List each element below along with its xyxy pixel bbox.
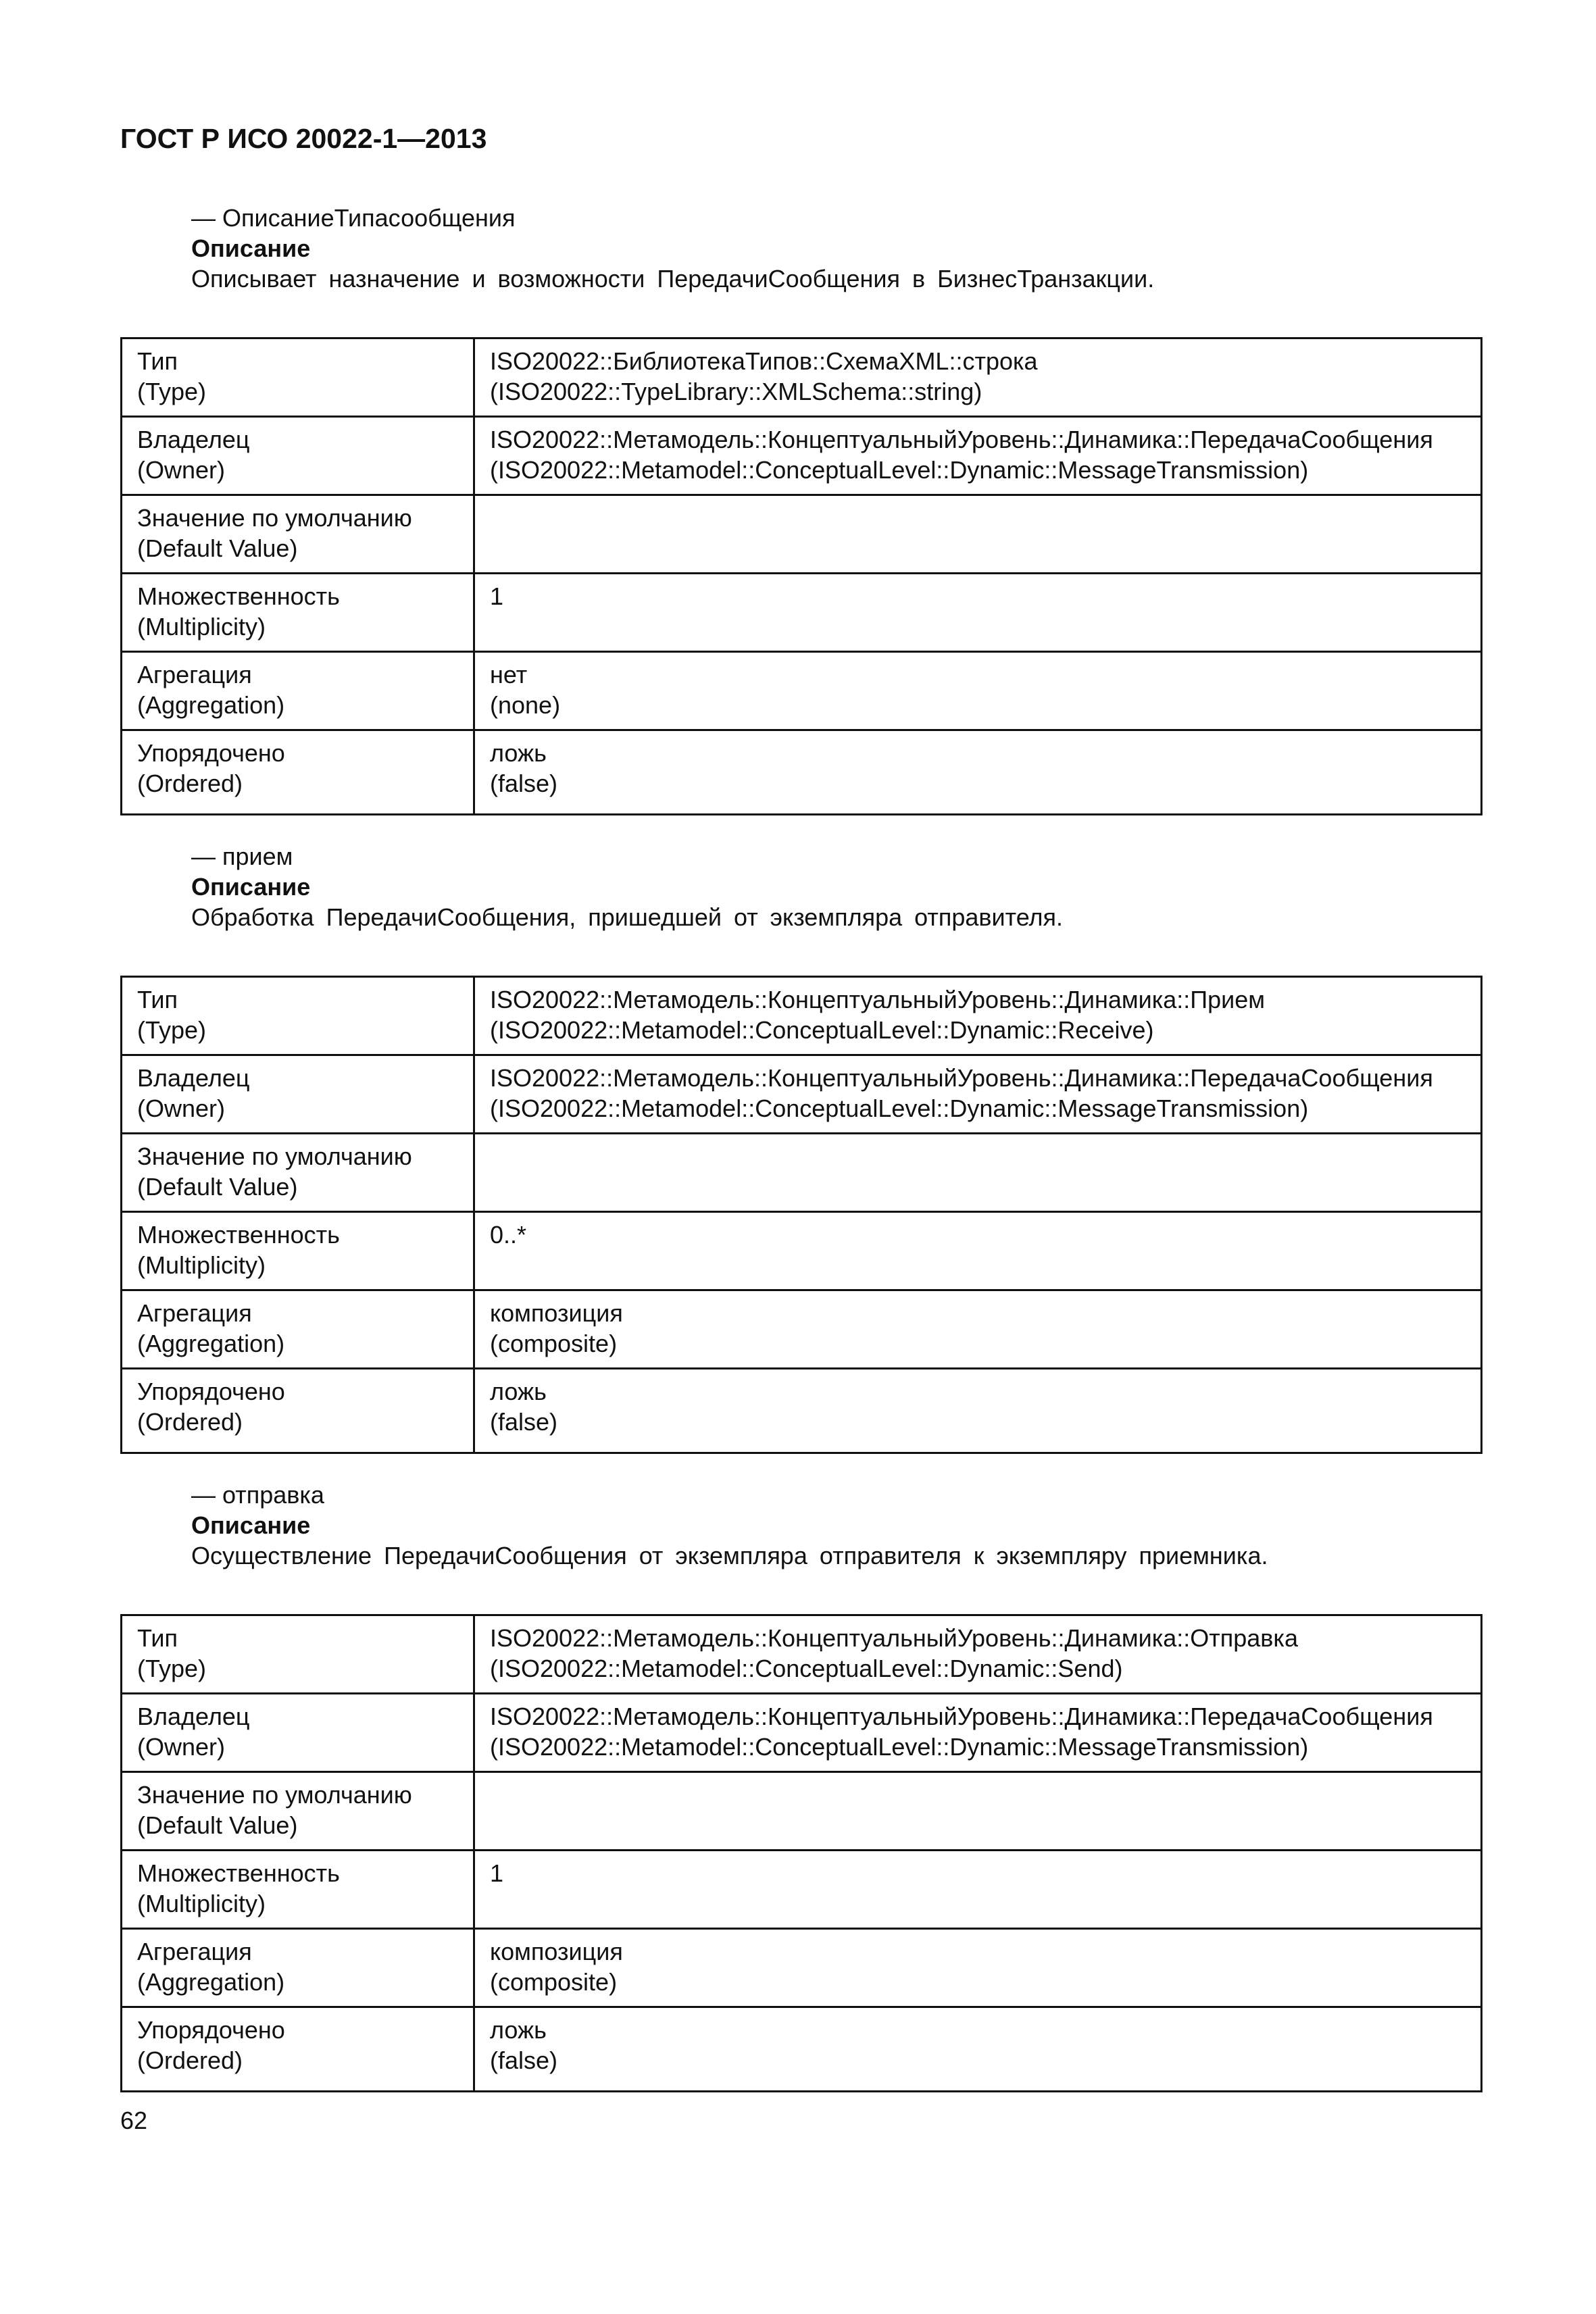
property-name-ru: Значение по умолчанию (137, 1781, 412, 1809)
property-name-ru: Тип (137, 1624, 178, 1652)
property-name-en: (Owner) (137, 1733, 226, 1761)
property-name-en: (Type) (137, 1016, 207, 1044)
property-name-ru: Тип (137, 347, 178, 375)
property-name-cell (122, 338, 474, 417)
property-name-cell (122, 1134, 474, 1212)
table-row (122, 1290, 1482, 1369)
property-name-en: (Default Value) (137, 534, 298, 562)
property-name-en: (Ordered) (137, 1408, 243, 1436)
property-name-ru: Тип (137, 986, 178, 1013)
section-message-type-description (120, 203, 1482, 815)
property-name-cell (122, 1851, 474, 1929)
property-name-cell (122, 730, 474, 815)
property-name-en: (Owner) (137, 1095, 226, 1122)
property-value-ru: ISO20022::Метамодель::КонцептуальныйУровень::Динамика::Отправка (490, 1624, 1298, 1652)
property-name-ru: Владелец (137, 426, 250, 453)
section-title: — отправка (191, 1481, 324, 1509)
property-value-ru: ISO20022::Метамодель::КонцептуальныйУровень::Динамика::Прием (490, 986, 1266, 1013)
property-value-ru: 0..* (490, 1221, 527, 1249)
table-row (122, 1055, 1482, 1134)
table-row (122, 977, 1482, 1055)
property-name-ru: Агрегация (137, 1299, 252, 1327)
property-name-ru: Множественность (137, 582, 340, 610)
property-value-cell (474, 1615, 1482, 1694)
property-name-cell (122, 417, 474, 495)
section-intro (191, 1480, 1482, 1571)
section-intro (191, 841, 1482, 932)
property-name-cell (122, 1369, 474, 1453)
property-value-en: (ISO20022::TypeLibrary::XMLSchema::string) (490, 378, 982, 405)
property-name-en: (Default Value) (137, 1811, 298, 1839)
property-value-en: (none) (490, 691, 561, 719)
property-name-ru: Значение по умолчанию (137, 1142, 412, 1170)
section-send (120, 1480, 1482, 2092)
property-name-cell (122, 1055, 474, 1134)
property-name-en: (Multiplicity) (137, 1251, 266, 1279)
section-label: Описание (191, 234, 311, 262)
properties-table (120, 976, 1482, 1454)
property-value-cell (474, 1929, 1482, 2007)
property-value-ru: ложь (490, 2016, 547, 2044)
property-value-cell (474, 1369, 1482, 1453)
property-name-cell (122, 1929, 474, 2007)
property-name-en: (Default Value) (137, 1173, 298, 1201)
property-value-ru: нет (490, 661, 528, 688)
property-value-ru: ложь (490, 1378, 547, 1405)
property-name-ru: Агрегация (137, 1938, 252, 1965)
property-name-en: (Ordered) (137, 770, 243, 797)
property-name-cell (122, 1290, 474, 1369)
property-value-en: (ISO20022::Metamodel::ConceptualLevel::Dynamic::MessageTransmission) (490, 1733, 1309, 1761)
property-value-cell (474, 1772, 1482, 1851)
table-row (122, 1134, 1482, 1212)
property-value-ru: ISO20022::Метамодель::КонцептуальныйУровень::Динамика::ПередачаСообщения (490, 1703, 1433, 1730)
table-row (122, 1615, 1482, 1694)
property-value-ru: ISO20022::Метамодель::КонцептуальныйУровень::Динамика::ПередачаСообщения (490, 1064, 1433, 1092)
property-value-en: (composite) (490, 1330, 618, 1357)
table-row (122, 1772, 1482, 1851)
property-value-cell (474, 1290, 1482, 1369)
table-row (122, 417, 1482, 495)
property-value-en: (ISO20022::Metamodel::ConceptualLevel::Dynamic::Receive) (490, 1016, 1154, 1044)
property-value-cell (474, 652, 1482, 730)
table-row (122, 1851, 1482, 1929)
property-value-en: (false) (490, 1408, 558, 1436)
section-description: Осуществление ПередачиСообщения от экземпляра отправителя к экземпляру приемника. (191, 1542, 1268, 1569)
section-description: Обработка ПередачиСообщения, пришедшей от экземпляра отправителя. (191, 903, 1064, 931)
section-receive (120, 841, 1482, 1454)
table-row (122, 652, 1482, 730)
property-value-cell (474, 1212, 1482, 1290)
property-name-cell (122, 1772, 474, 1851)
property-name-en: (Aggregation) (137, 1968, 285, 1996)
property-name-cell (122, 1212, 474, 1290)
property-name-ru: Упорядочено (137, 2016, 285, 2044)
table-row (122, 2007, 1482, 2092)
property-name-ru: Владелец (137, 1064, 250, 1092)
property-name-ru: Значение по умолчанию (137, 504, 412, 532)
table-row (122, 730, 1482, 815)
property-value-ru: композиция (490, 1299, 623, 1327)
property-value-cell (474, 574, 1482, 652)
property-value-cell (474, 977, 1482, 1055)
property-value-ru: 1 (490, 582, 504, 610)
property-name-en: (Multiplicity) (137, 613, 266, 640)
property-value-ru: 1 (490, 1859, 504, 1887)
section-description: Описывает назначение и возможности ПередачиСообщения в БизнесТранзакции. (191, 265, 1155, 293)
table-row (122, 574, 1482, 652)
property-value-ru: ISO20022::Метамодель::КонцептуальныйУровень::Динамика::ПередачаСообщения (490, 426, 1433, 453)
property-value-ru: композиция (490, 1938, 623, 1965)
property-value-cell (474, 1134, 1482, 1212)
property-name-en: (Type) (137, 378, 207, 405)
property-value-cell (474, 1694, 1482, 1772)
property-name-ru: Упорядочено (137, 1378, 285, 1405)
property-name-cell (122, 977, 474, 1055)
property-name-ru: Владелец (137, 1703, 250, 1730)
property-name-ru: Множественность (137, 1221, 340, 1249)
table-row (122, 1929, 1482, 2007)
property-name-en: (Aggregation) (137, 691, 285, 719)
properties-table (120, 1614, 1482, 2092)
table-row (122, 338, 1482, 417)
property-value-en: (ISO20022::Metamodel::ConceptualLevel::Dynamic::Send) (490, 1655, 1123, 1682)
table-row (122, 1212, 1482, 1290)
property-value-en: (false) (490, 770, 558, 797)
property-value-en: (ISO20022::Metamodel::ConceptualLevel::Dynamic::MessageTransmission) (490, 1095, 1309, 1122)
property-name-ru: Множественность (137, 1859, 340, 1887)
property-value-cell (474, 417, 1482, 495)
property-value-cell (474, 495, 1482, 574)
property-name-cell (122, 1694, 474, 1772)
section-label: Описание (191, 1511, 311, 1539)
property-value-ru: ложь (490, 739, 547, 767)
property-value-en: (composite) (490, 1968, 618, 1996)
section-title: — прием (191, 842, 293, 870)
section-intro (191, 203, 1482, 294)
table-row (122, 495, 1482, 574)
property-value-cell (474, 2007, 1482, 2092)
property-name-en: (Ordered) (137, 2046, 243, 2074)
document-header: ГОСТ Р ИСО 20022-1—2013 (120, 123, 487, 154)
property-value-cell (474, 1055, 1482, 1134)
property-name-cell (122, 1615, 474, 1694)
property-name-cell (122, 652, 474, 730)
property-value-cell (474, 338, 1482, 417)
property-name-cell (122, 574, 474, 652)
property-name-en: (Type) (137, 1655, 207, 1682)
property-value-cell (474, 730, 1482, 815)
section-title: — ОписаниеТипасообщения (191, 204, 516, 232)
page-number: 62 (120, 2107, 148, 2134)
property-value-ru: ISO20022::БиблиотекаТипов::СхемаXML::строка (490, 347, 1038, 375)
property-name-cell (122, 2007, 474, 2092)
property-name-cell (122, 495, 474, 574)
property-name-en: (Owner) (137, 456, 226, 484)
property-value-en: (false) (490, 2046, 558, 2074)
properties-table (120, 337, 1482, 815)
table-row (122, 1694, 1482, 1772)
property-name-en: (Multiplicity) (137, 1890, 266, 1917)
property-name-ru: Агрегация (137, 661, 252, 688)
property-name-en: (Aggregation) (137, 1330, 285, 1357)
property-value-cell (474, 1851, 1482, 1929)
table-row (122, 1369, 1482, 1453)
property-value-en: (ISO20022::Metamodel::ConceptualLevel::Dynamic::MessageTransmission) (490, 456, 1309, 484)
section-label: Описание (191, 873, 311, 901)
property-name-ru: Упорядочено (137, 739, 285, 767)
